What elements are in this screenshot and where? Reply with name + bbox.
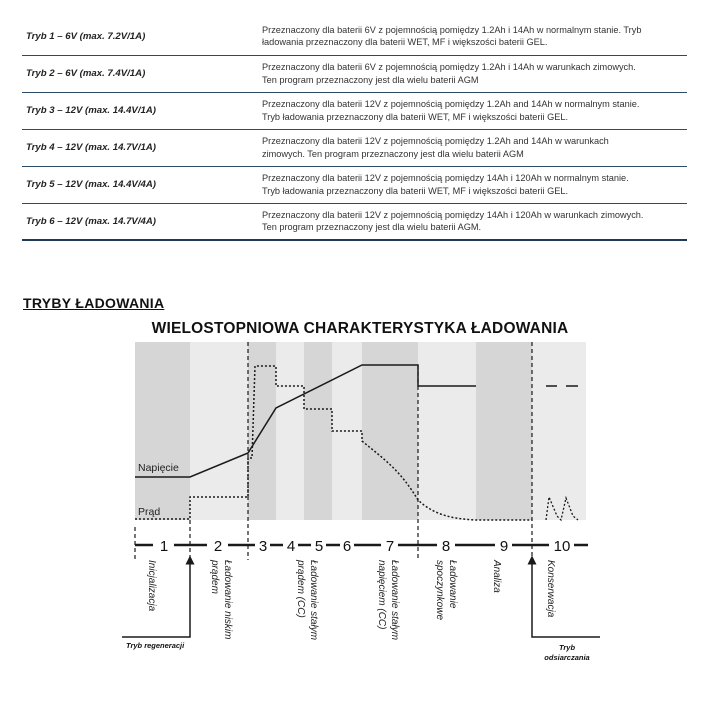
stage-label: prądem (CC) <box>295 560 306 618</box>
stage-label: Ładowanie stałym <box>308 560 319 641</box>
stage-label: Ładowanie <box>447 560 458 609</box>
band-7 <box>362 342 418 520</box>
stage-number: 10 <box>553 538 571 555</box>
mode-desc-line: ładowania przeznaczony dla baterii WET, MF i większości baterii GEL. <box>262 37 548 48</box>
stage-label: napięciem (CC) <box>376 560 387 630</box>
mode-name: Tryb 2 – 6V (max. 7.4V/1A) <box>22 55 258 92</box>
mode-name: Tryb 3 – 12V (max. 14.4V/1A) <box>22 92 258 129</box>
stage-label: Konserwacja <box>545 560 556 618</box>
current-label: Prąd <box>138 506 161 518</box>
band-10 <box>532 342 586 520</box>
stage-label: Inicjalizacja <box>146 560 157 612</box>
mode-desc-line: Przeznaczony dla baterii 6V z pojemnością pomiędzy 1.2Ah i 14Ah w normalnym stanie. Tryb <box>262 24 642 35</box>
mode-desc-line: Tryb ładowania przeznaczony dla baterii WET, MF i większości baterii GEL. <box>262 111 569 122</box>
regen-label: Tryb regeneracji <box>126 641 185 650</box>
band-1 <box>135 342 190 520</box>
mode-desc-line: Przeznaczony dla baterii 12V z pojemnością pomiędzy 1.2Ah and 14Ah w normalnym stanie. <box>262 99 640 109</box>
chart-title: WIELOSTOPNIOWA CHARAKTERYSTYKA ŁADOWANIA <box>151 320 569 337</box>
desulf-bracket <box>532 560 600 637</box>
band-8 <box>418 342 476 520</box>
desulf-label: odsiarczania <box>544 653 590 662</box>
mode-desc-line: Przeznaczony dla baterii 12V z pojemnością pomiędzy 14Ah i 120Ah w normalnym stanie. <box>262 173 629 183</box>
stage-number: 3 <box>258 538 268 555</box>
stage-label: Analiza <box>491 560 502 593</box>
mode-desc-line: zimowych. Ten program przeznaczony jest dla wielu baterii AGM <box>262 148 524 159</box>
mode-desc-line: Przeznaczony dla baterii 12V z pojemnością pomiędzy 1.2Ah and 14Ah w warunkach <box>262 136 609 146</box>
voltage-label: Napięcie <box>138 462 179 474</box>
stage-number: 9 <box>499 538 509 555</box>
desulf-label: Tryb <box>558 643 576 652</box>
mode-name: Tryb 5 – 12V (max. 14.4V/4A) <box>22 166 258 203</box>
band-4 <box>276 342 304 520</box>
mode-name: Tryb 6 – 12V (max. 14.7V/4A) <box>22 203 258 240</box>
stage-label: Ładowanie stałym <box>389 560 400 641</box>
band-9 <box>476 342 532 520</box>
stage-number: 8 <box>441 538 451 555</box>
stage-number: 1 <box>159 538 169 555</box>
stage-label: prądem <box>209 560 220 594</box>
mode-desc-line: Przeznaczony dla baterii 6V z pojemnością pomiędzy 1.2Ah i 14Ah w warunkach zimowych. <box>262 62 636 72</box>
section-title: TRYBY ŁADOWANIA <box>23 295 165 311</box>
mode-name: Tryb 1 – 6V (max. 7.2V/1A) <box>22 18 258 55</box>
mode-desc-line: Tryb ładowania przeznaczony dla baterii WET, MF i większości baterii GEL. <box>262 185 569 196</box>
band-5 <box>304 342 332 520</box>
stage-number: 7 <box>385 538 395 555</box>
mode-desc-line: Przeznaczony dla baterii 12V z pojemnością pomiędzy 14Ah i 120Ah w warunkach zimowych. <box>262 209 644 220</box>
mode-desc-line: Ten program przeznaczony jest dla wielu baterii AGM. <box>262 222 482 233</box>
band-2 <box>190 342 248 520</box>
stage-number: 5 <box>314 538 324 555</box>
stage-label: Ładowanie niskim <box>222 560 233 640</box>
mode-desc-line: Ten program przeznaczony jest dla wielu baterii AGM <box>262 74 479 85</box>
stage-number: 4 <box>286 538 296 555</box>
stage-number: 6 <box>342 538 352 555</box>
stage-label: spoczynkowe <box>434 560 445 621</box>
mode-name: Tryb 4 – 12V (max. 14.7V/1A) <box>22 129 258 166</box>
stage-number: 2 <box>213 538 223 555</box>
